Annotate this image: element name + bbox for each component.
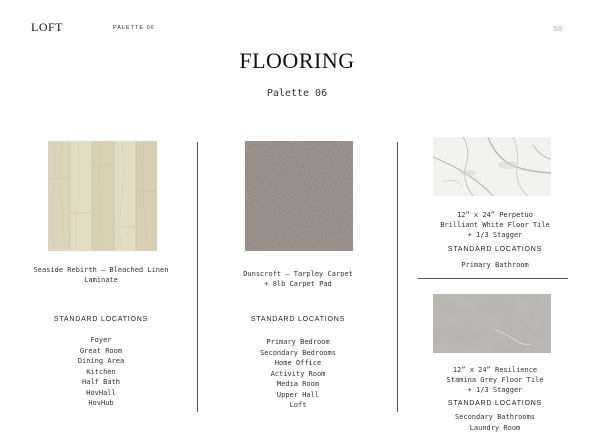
carpet-locations-list (202, 337, 394, 411)
grey-tile-locations-list (410, 412, 580, 433)
page-title: FLOORING (239, 48, 355, 73)
location-item: HovHub (88, 399, 114, 407)
grey-tile-locations-heading: STANDARD LOCATIONS (447, 400, 543, 407)
location-item: Kitchen (86, 367, 116, 376)
carpet-product-line: + 8lb Carpet Pad (264, 280, 332, 288)
location-item: Great Room (79, 346, 123, 355)
laminate-locations-list (8, 335, 194, 409)
carpet-swatch (245, 141, 353, 251)
location-item: Home Office (274, 359, 322, 367)
grey-tile-product-line: + 1/3 Stagger (467, 386, 523, 394)
carpet-product-line: Dunscroft – Tarpley Carpet (243, 270, 353, 278)
location-item: Secondary Bathrooms (454, 413, 536, 421)
location-item: Loft (289, 401, 307, 409)
page-subtitle: Palette 06 (266, 88, 328, 99)
tile-divider (418, 278, 568, 279)
column-divider-1 (197, 142, 198, 412)
laminate-product-line: Seaside Rebirth – Bleached Linen (33, 266, 169, 274)
location-item: Primary Bedroom (266, 338, 330, 346)
column-divider-2 (397, 142, 398, 412)
page-number: 59 (553, 24, 562, 33)
location-item: Dining Area (77, 357, 125, 365)
white-tile-product-name (410, 210, 580, 240)
wood-laminate-swatch (48, 141, 157, 251)
location-item: Primary Bathroom (461, 261, 529, 269)
location-item: HovHall (86, 388, 116, 397)
carpet-product-name (202, 269, 394, 289)
location-item: Laundry Room (469, 423, 521, 432)
carpet-locations-heading: STANDARD LOCATIONS (250, 316, 346, 323)
location-item: Activity Room (270, 369, 326, 378)
white-marble-tile-swatch (433, 137, 551, 196)
location-item: Secondary Bedrooms (260, 348, 336, 357)
laminate-product-name (8, 265, 194, 285)
brand-logo: LOFT (31, 20, 63, 34)
grey-tile-product-line: 12” x 24” Resilience (452, 366, 538, 374)
white-tile-locations-heading: STANDARD LOCATIONS (447, 246, 543, 253)
grey-tile-product-line: Stamina Grey Floor Tile (446, 376, 544, 384)
white-tile-product-line: Brilliant White Floor Tile (440, 221, 550, 229)
location-item: Half Bath (82, 378, 120, 386)
location-item: Upper Hall (276, 390, 320, 399)
laminate-locations-heading: STANDARD LOCATIONS (53, 316, 149, 323)
location-item: Media Room (276, 380, 320, 388)
palette-tag: PALETTE 06 (113, 25, 155, 31)
laminate-product-line: Laminate (84, 276, 118, 284)
grey-stone-tile-swatch (433, 294, 551, 353)
white-tile-product-line: 12” x 24” Perpetuo (457, 211, 533, 219)
grey-tile-product-name (410, 365, 580, 395)
location-item: Foyer (90, 336, 112, 344)
white-tile-product-line: + 1/3 Stagger (467, 231, 523, 239)
white-tile-locations-list (410, 260, 580, 271)
